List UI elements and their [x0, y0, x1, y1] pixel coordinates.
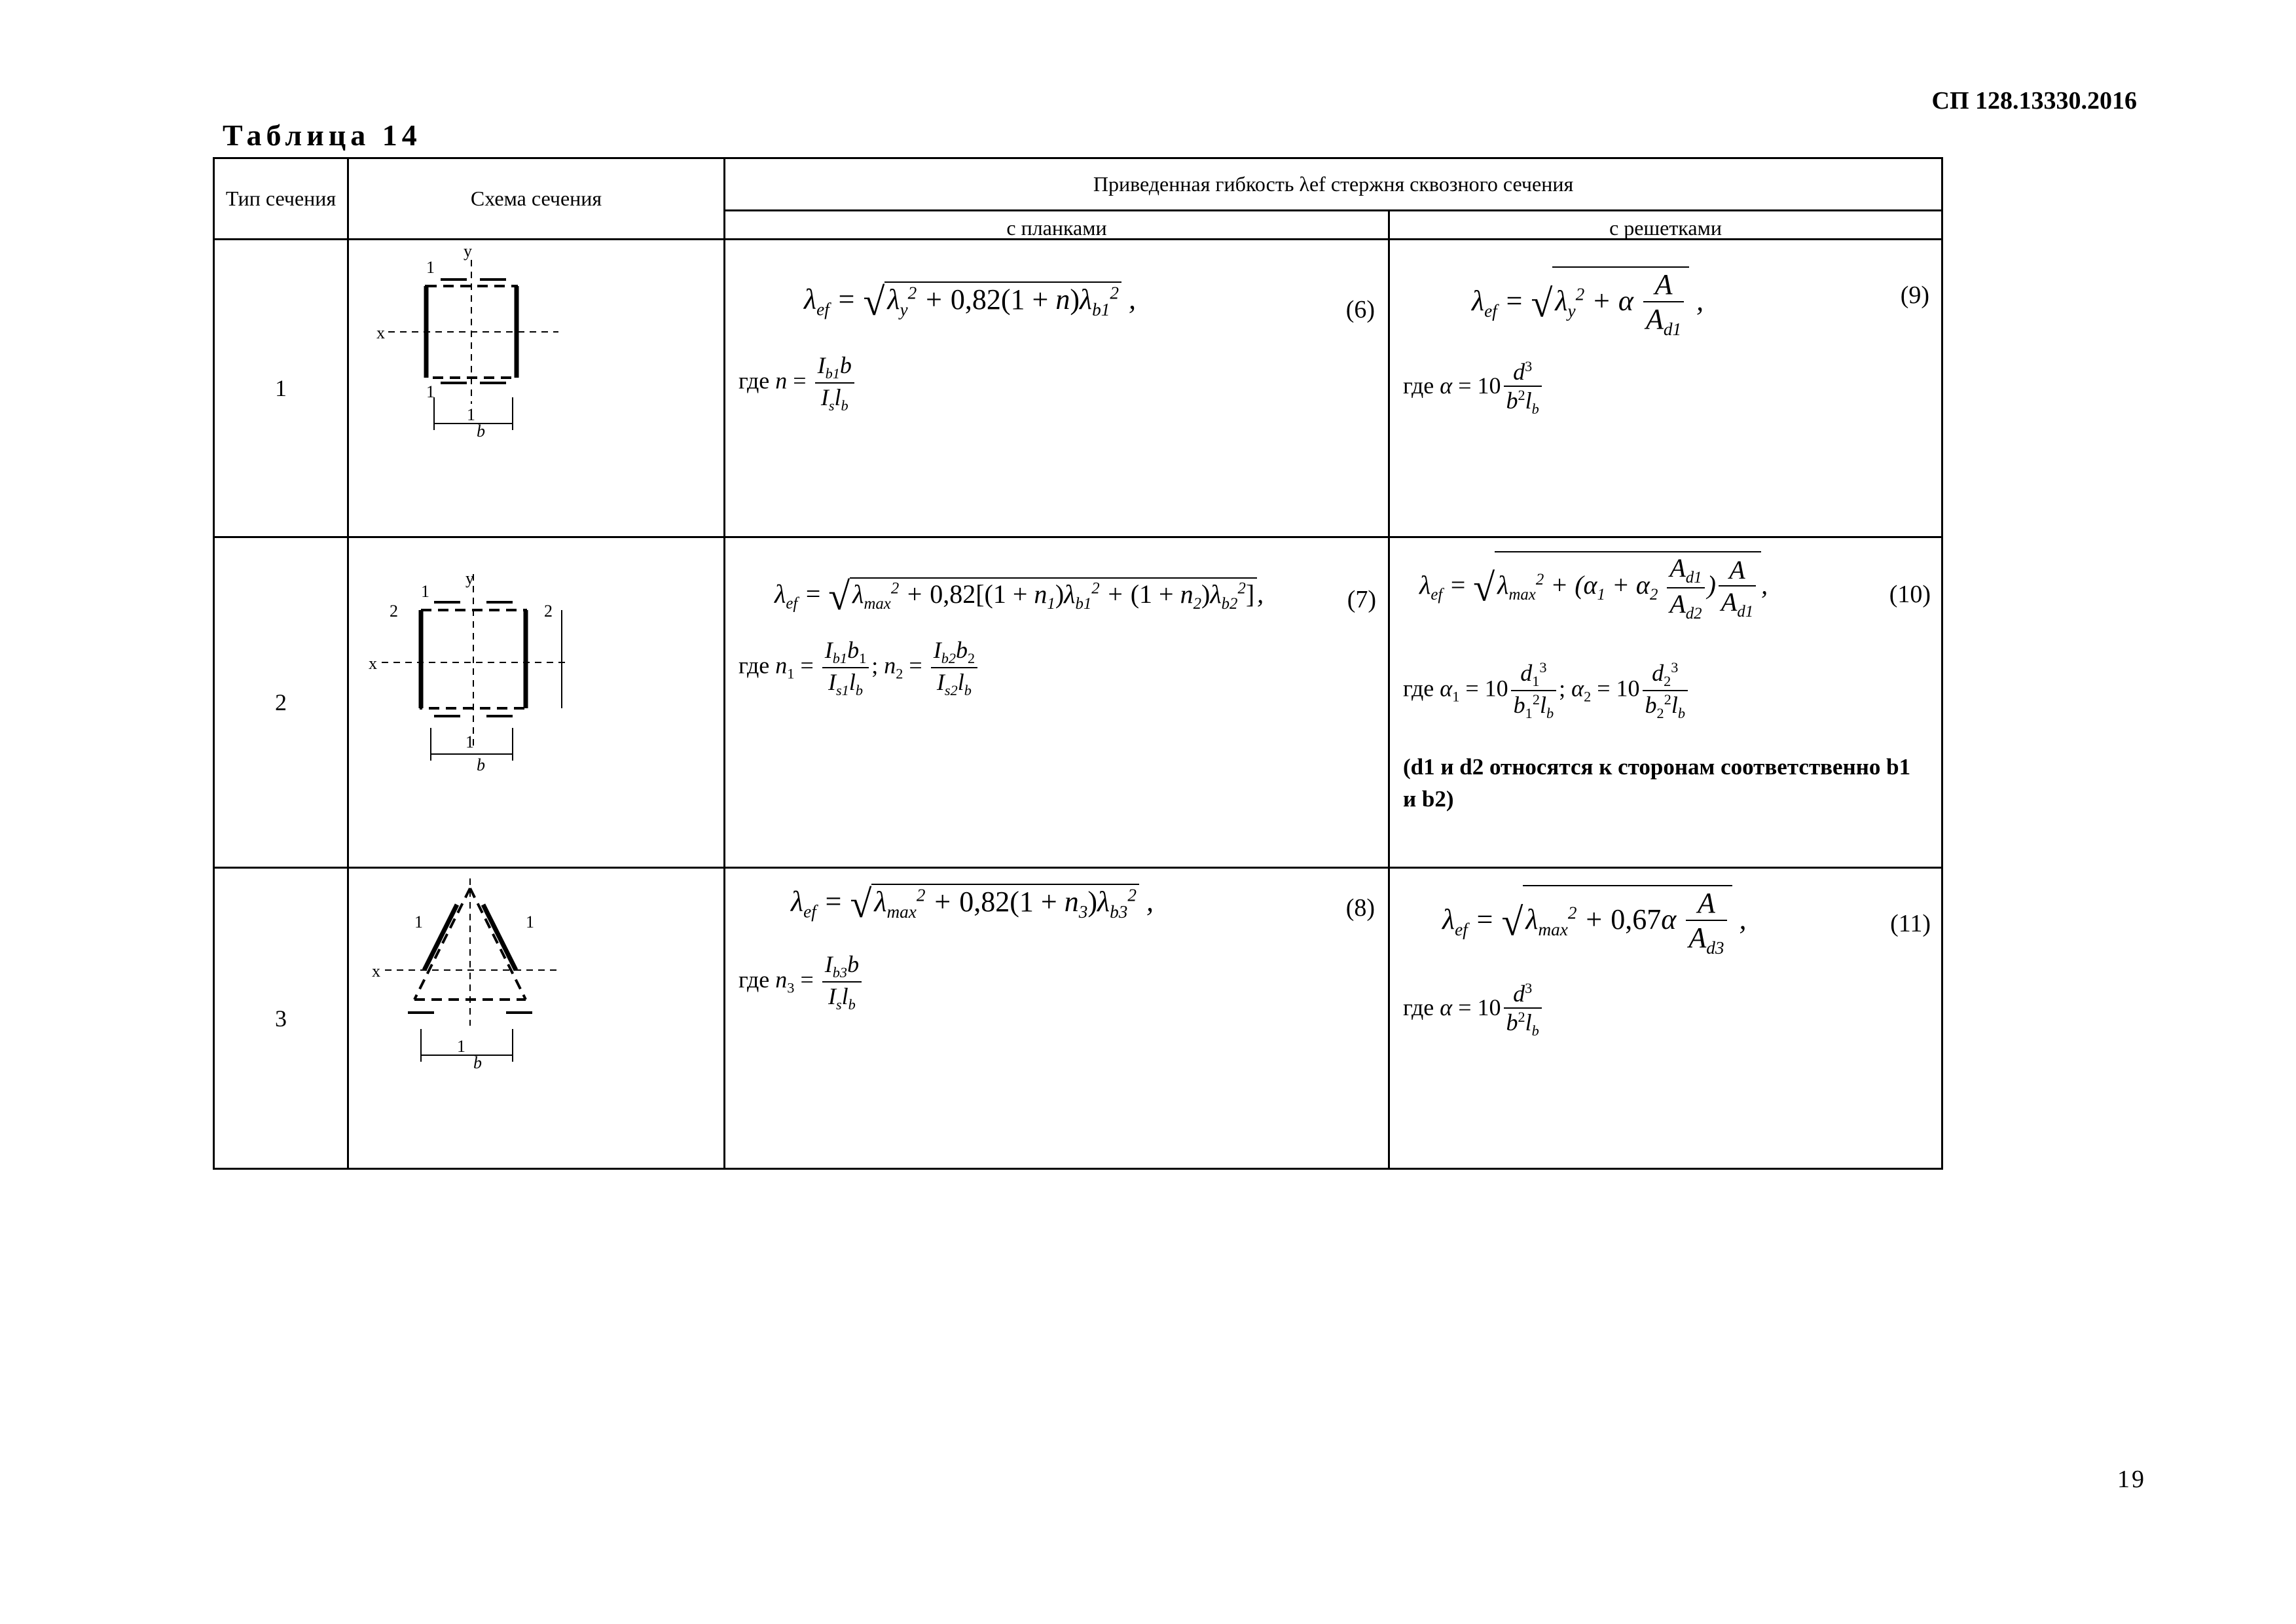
header-scheme: Схема сечения [348, 158, 725, 240]
svg-text:1: 1 [467, 405, 475, 424]
formula-table [213, 157, 1943, 1170]
equation-number: (10) [1889, 581, 1931, 608]
table-row [214, 537, 1942, 868]
formula-text: $\lambda_{ef} = √\lambda_y^2 + 0,82(1 + n)\lambda_{b1}^2$ , [804, 280, 1136, 323]
lattice-note: (d1 и d2 относятся к сторонам соответственно b1 и b2) [1403, 754, 1911, 812]
section-type: 3 [214, 868, 348, 1169]
header-planks: с планками [725, 211, 1389, 240]
planks-formula-8 [725, 868, 1389, 1169]
where-clause: где $\alpha_1 = 10$ $\frac{d_1^3}{b_1^2l_b}$ ; $\alpha_2 = 10$ $\frac{d_2^3}{b_2^2l_b}$ [1403, 659, 1690, 722]
document-code: СП 128.13330.2016 [1931, 87, 2137, 115]
section-scheme-1 [348, 240, 725, 537]
formula-text: $\lambda_{ef}$ = √ $\lambda_{max}^2 + 0,82[(1 + n_1)\lambda_{b1}^2 + (1 + n_2)\lambda_{b2}^2]$ , [774, 575, 1264, 618]
formula-text: $\lambda_{ef} = √\lambda_{max}^2 + 0,67\alpha$ $\frac{A}{A_{d3}}$ , [1442, 885, 1747, 958]
where-clause: где α = 10 $\frac{d^3}{b^2l_b}$ [1403, 980, 1544, 1039]
svg-text:y: y [465, 569, 474, 588]
svg-text:1: 1 [426, 258, 435, 277]
svg-text:b: b [477, 755, 485, 774]
formula-text: $\lambda_{ef} = √\lambda_y^2 + \alpha$ $\frac{A}{A_{d1}}$ , [1472, 266, 1704, 340]
svg-text:x: x [372, 962, 380, 981]
section-scheme-3 [348, 868, 725, 1169]
where-clause: где $n_3$ = $\frac{I_{b3}b}{I_sl_b}$ [738, 950, 864, 1013]
where-clause: где n = $\frac{I_{b1}b}{I_sl_b}$ [738, 352, 857, 414]
svg-text:1: 1 [526, 912, 534, 931]
svg-text:1: 1 [457, 1037, 465, 1056]
header-type: Тип сечения [214, 158, 348, 240]
svg-text:1: 1 [414, 912, 423, 931]
section-scheme-2 [348, 537, 725, 868]
svg-text:1: 1 [465, 732, 474, 751]
table-row [214, 868, 1942, 1169]
box-section-diagram [349, 240, 725, 538]
where-clause: где $n_1$ = $\frac{I_{b1}b_1}{I_{s1}l_b}$ ; $n_2$ = $\frac{I_{b2}b_2}{I_{s2}l_b}$ [738, 636, 980, 699]
section-type: 2 [214, 537, 348, 868]
lattice-formula-11 [1389, 868, 1942, 1169]
svg-text:1: 1 [426, 382, 435, 401]
equation-number: (11) [1890, 910, 1931, 937]
table-row [214, 240, 1942, 537]
equation-number: (6) [1345, 296, 1375, 323]
section-type: 1 [214, 240, 348, 537]
svg-text:1: 1 [421, 582, 429, 601]
svg-text:2: 2 [390, 602, 398, 621]
formula-text: $\lambda_{ef}$ = √ $\lambda_{max}^2 + (\alpha_1 + \alpha_2$ $\frac{A_{d1}}{A_{d2}}$ ) $\frac{A}{A_{d1}}$ , [1419, 551, 1768, 623]
svg-text:2: 2 [544, 602, 553, 621]
where-clause: где α = 10 $\frac{d^3}{b^2l_b}$ [1403, 358, 1544, 418]
table-title: Таблица 14 [223, 118, 422, 152]
lattice-formula-10 [1389, 537, 1942, 868]
svg-text:b: b [473, 1053, 482, 1072]
planks-formula-7 [725, 537, 1389, 868]
header-lattice: с решетками [1389, 211, 1942, 240]
header-main: Приведенная гибкость λef стержня сквозного сечения [725, 158, 1942, 211]
equation-number: (7) [1347, 586, 1376, 613]
formula-text: $\lambda_{ef} = √\lambda_{max}^2 + 0,82(1 + n_3)\lambda_{b3}^2$ , [791, 882, 1154, 926]
cross-section-diagram [349, 538, 725, 869]
lattice-formula-9 [1389, 240, 1942, 537]
page-number: 19 [2117, 1466, 2146, 1493]
svg-text:b: b [477, 422, 485, 441]
planks-formula-6 [725, 240, 1389, 537]
equation-number: (9) [1900, 281, 1929, 309]
triangle-section-diagram [349, 869, 725, 1170]
axis-label-x: x [376, 323, 385, 342]
svg-text:x: x [369, 654, 377, 673]
equation-number: (8) [1345, 894, 1375, 922]
axis-label-y: y [464, 242, 472, 261]
